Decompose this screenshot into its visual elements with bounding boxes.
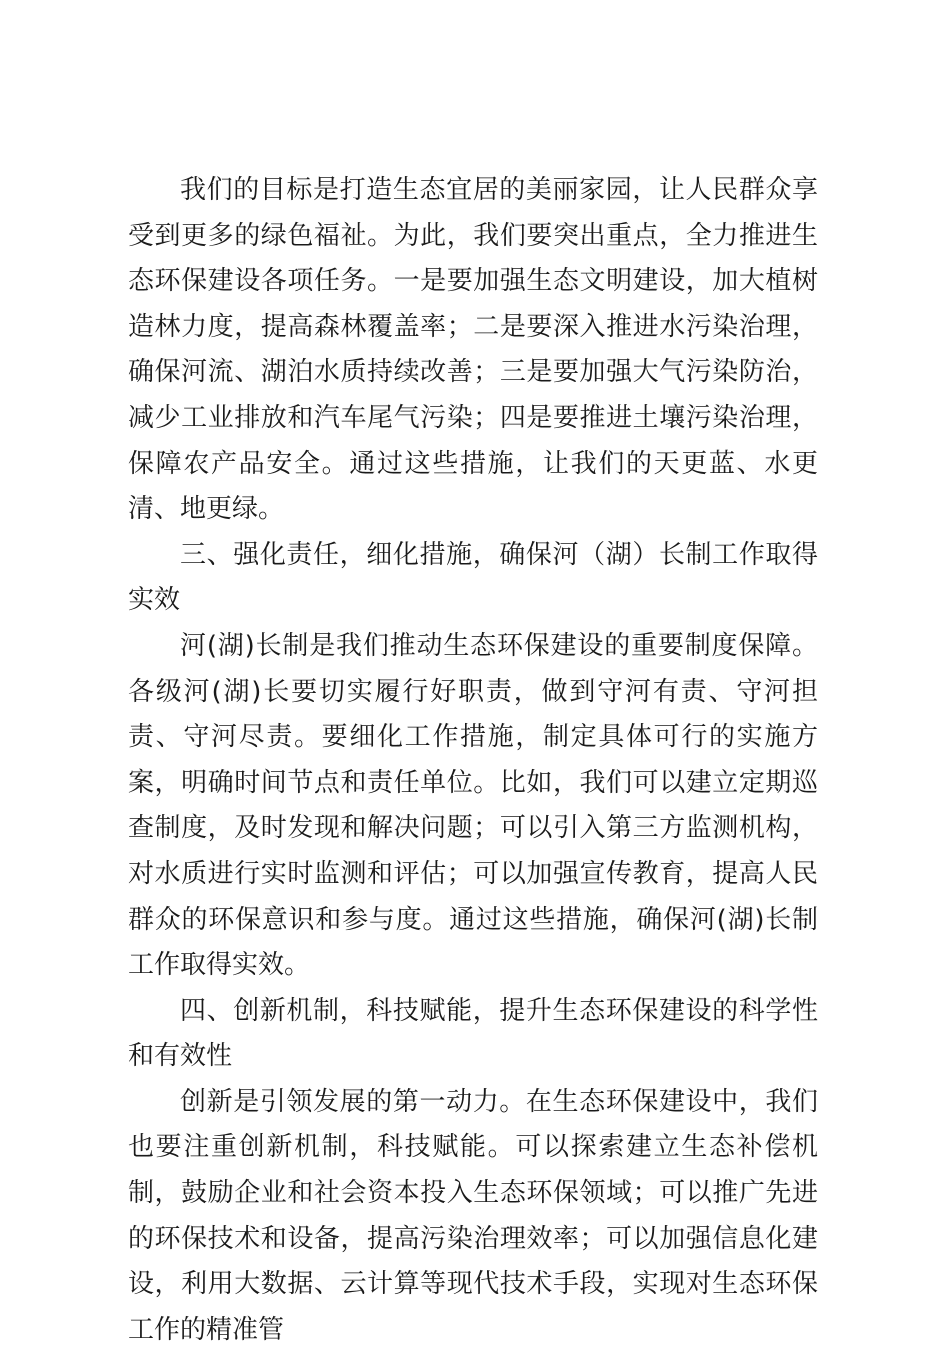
body-paragraph-goals: 我们的目标是打造生态宜居的美丽家园，让人民群众享受到更多的绿色福祉。为此，我们要突出重点，全力推进生态环保建设各项任务。一是要加强生态文明建设，加大植树造林力度，提高森林覆盖率；二是要深入推进水污染治理，确保河流、湖泊水质持续改善；三是要加强大气污染防治，减少工业排放和汽车尾气污染；四是要推进土壤污染治理，保障农产品安全。通过这些措施，让我们的天更蓝、水更清、地更绿。	[128, 175, 818, 525]
document-page	[128, 168, 818, 1353]
section-heading-3: 三、强化责任，细化措施，确保河（湖）长制工作取得实效	[128, 539, 818, 616]
body-paragraph-innovation: 创新是引领发展的第一动力。在生态环保建设中，我们也要注重创新机制，科技赋能。可以探索建立生态补偿机制，鼓励企业和社会资本投入生态环保领域；可以推广先进的环保技术和设备，提高污染治理效率；可以加强信息化建设，利用大数据、云计算等现代技术手段，实现对生态环保工作的精准管	[128, 1086, 818, 1345]
section-heading-4: 四、创新机制，科技赋能，提升生态环保建设的科学性和有效性	[128, 995, 818, 1072]
body-paragraph-river-chief: 河(湖)长制是我们推动生态环保建设的重要制度保障。各级河(湖)长要切实履行好职责，做到守河有责、守河担责、守河尽责。要细化工作措施，制定具体可行的实施方案，明确时间节点和责任单位。比如，我们可以建立定期巡查制度，及时发现和解决问题；可以引入第三方监测机构，对水质进行实时监测和评估；可以加强宣传教育，提高人民群众的环保意识和参与度。通过这些措施，确保河(湖)长制工作取得实效。	[128, 630, 818, 981]
